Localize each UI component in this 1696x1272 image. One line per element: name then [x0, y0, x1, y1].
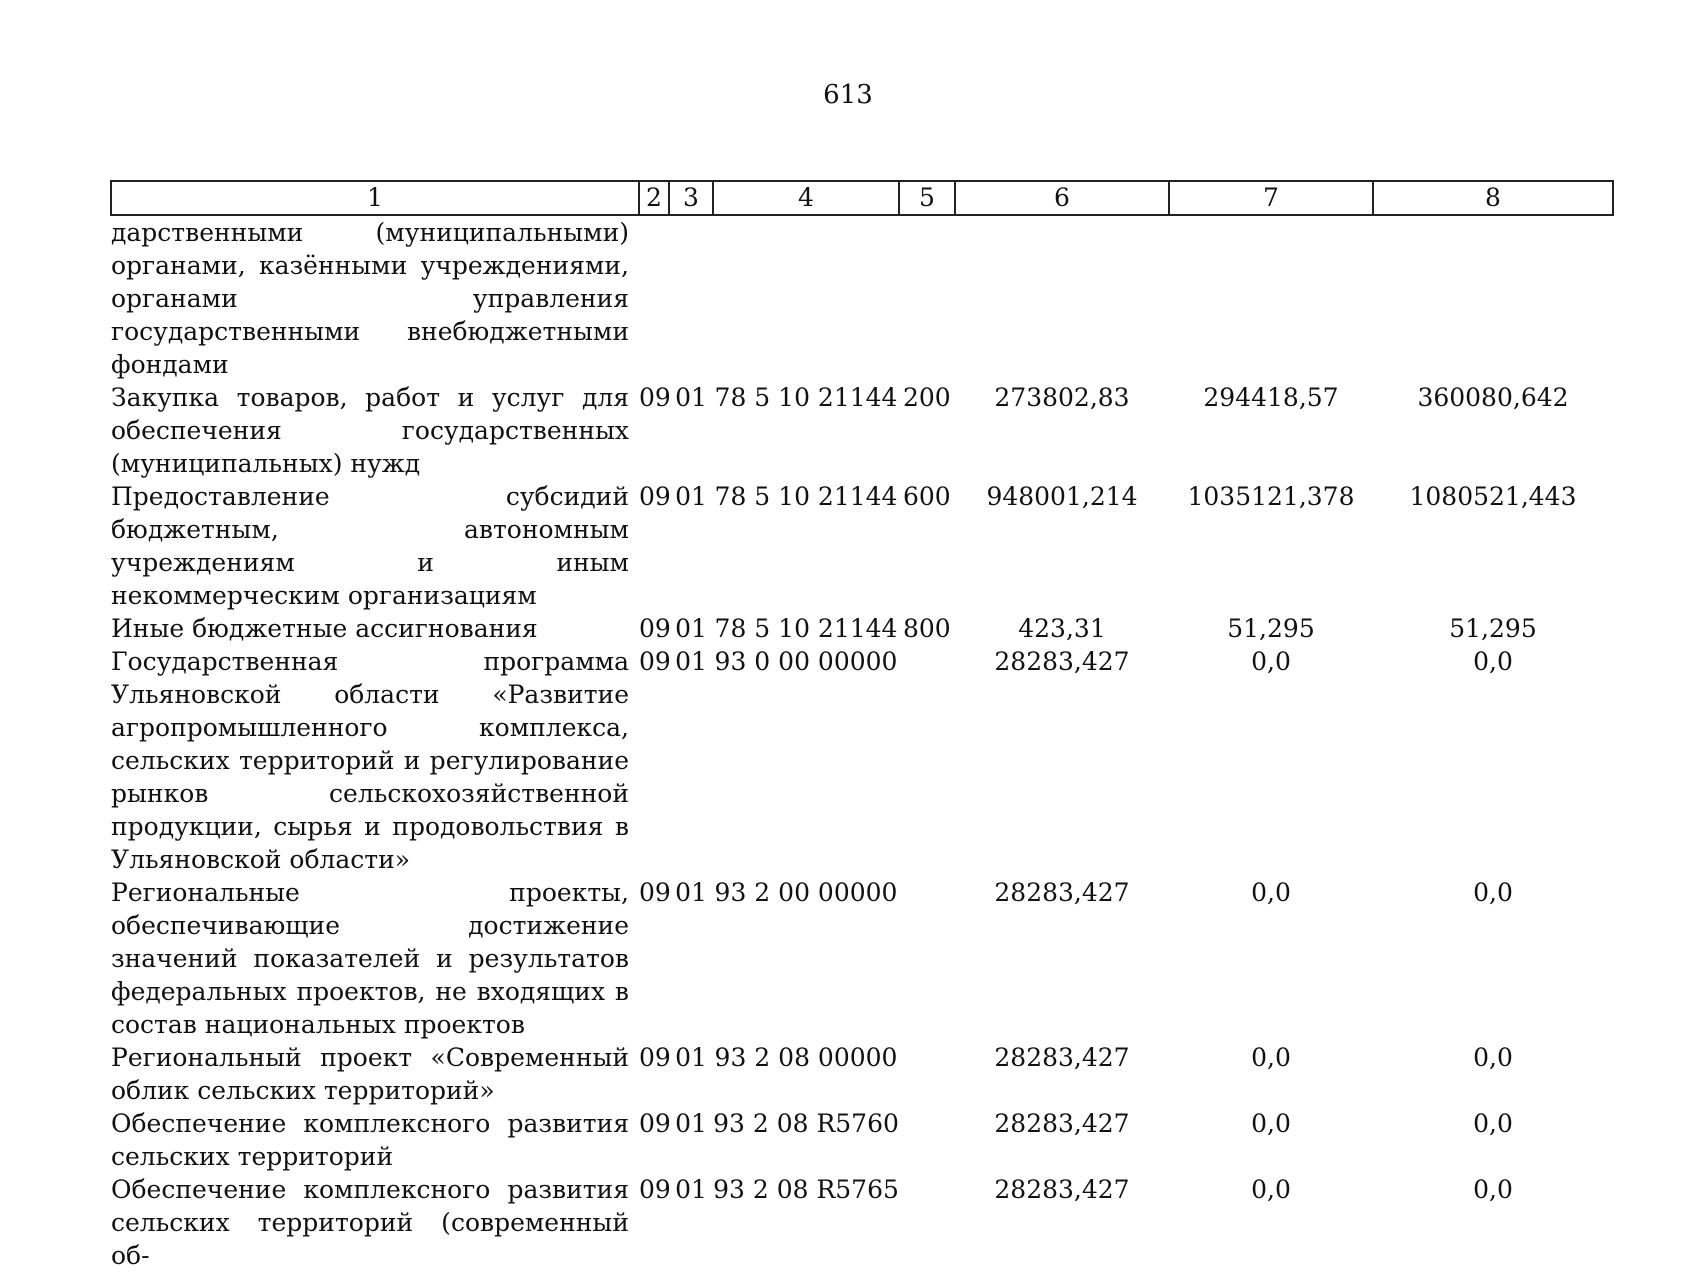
section-code-cell: 09: [639, 1043, 671, 1072]
expense-type-cell: [899, 645, 955, 876]
target-article-cell: [713, 215, 899, 381]
amount-col-8-cell: 0,0: [1473, 647, 1513, 676]
amount-col-6-cell: 28283,427: [994, 647, 1130, 676]
expense-type-cell: 800: [903, 614, 951, 643]
subsection-code-cell: 01: [675, 878, 707, 907]
amount-col-7-cell: 294418,57: [1203, 383, 1339, 412]
section-code-cell: 09: [639, 614, 671, 643]
section-code-cell: 09: [639, 1109, 671, 1138]
subsection-code-cell: 01: [675, 1175, 707, 1204]
amount-col-7-cell: [1169, 215, 1373, 381]
subsection-code-cell: 01: [675, 482, 707, 511]
table-row: [111, 645, 1613, 876]
amount-col-6-cell: 28283,427: [994, 878, 1130, 907]
row-name-cell: Региональные проекты, обеспечивающие достижение значений показателей и результатов федеральных проектов, не входящих в состав национальных проектов: [111, 878, 629, 1039]
amount-col-8-cell: 0,0: [1473, 1043, 1513, 1072]
table-row: [111, 876, 1613, 1041]
header-col-1: 1: [111, 181, 639, 215]
target-article-cell: 78 5 10 21144: [714, 614, 898, 643]
table-row: [111, 1107, 1613, 1173]
section-code-cell: 09: [639, 383, 671, 412]
row-name-cell: Иные бюджетные ассигнования: [111, 614, 538, 643]
header-col-4: 4: [713, 181, 899, 215]
section-code-cell: 09: [639, 647, 671, 676]
target-article-cell: 78 5 10 21144: [714, 383, 898, 412]
target-article-cell: 93 2 08 R5760: [713, 1109, 899, 1138]
section-code-cell: 09: [639, 1175, 671, 1204]
amount-col-6-cell: 423,31: [1018, 614, 1106, 643]
subsection-code-cell: 01: [675, 383, 707, 412]
amount-col-7-cell: 0,0: [1251, 1109, 1291, 1138]
table-row: [111, 215, 1613, 381]
subsection-code-cell: 01: [675, 1043, 707, 1072]
amount-col-8-cell: 0,0: [1473, 1175, 1513, 1204]
row-name-cell: Предоставление субсидий бюджетным, автономным учреждениям и иным некоммерческим организациям: [111, 482, 629, 610]
amount-col-8-cell: 0,0: [1473, 1109, 1513, 1138]
amount-col-7-cell: 0,0: [1251, 878, 1291, 907]
amount-col-8-cell: 0,0: [1473, 878, 1513, 907]
subsection-code-cell: 01: [675, 647, 707, 676]
amount-col-8-cell: [1373, 215, 1613, 381]
amount-col-6-cell: 28283,427: [994, 1175, 1130, 1204]
amount-col-6-cell: 28283,427: [994, 1109, 1130, 1138]
subsection-code-cell: [669, 215, 713, 381]
expense-type-cell: 600: [903, 482, 951, 511]
expense-type-cell: [899, 1173, 955, 1272]
amount-col-6-cell: [955, 215, 1169, 381]
row-name-cell: дарственными (муниципальными) органами, казёнными учреждениями, органами управления государственными внебюджетными фондами: [111, 218, 629, 379]
amount-col-7-cell: 0,0: [1251, 1175, 1291, 1204]
header-col-3: 3: [669, 181, 713, 215]
header-col-7: 7: [1169, 181, 1373, 215]
header-col-6: 6: [955, 181, 1169, 215]
target-article-cell: 93 2 08 00000: [714, 1043, 898, 1072]
row-name-cell: Обеспечение комплексного развития сельских территорий: [111, 1109, 629, 1171]
row-name-cell: Региональный проект «Современный облик сельских территорий»: [111, 1043, 629, 1105]
row-name-cell: Закупка товаров, работ и услуг для обеспечения государственных (муниципальных) нужд: [111, 383, 629, 478]
section-code-cell: 09: [639, 482, 671, 511]
table-row: [111, 1041, 1613, 1107]
target-article-cell: 93 2 00 00000: [714, 878, 898, 907]
expense-type-cell: [899, 876, 955, 1041]
expense-type-cell: [899, 1107, 955, 1173]
subsection-code-cell: 01: [675, 1109, 707, 1138]
header-col-2: 2: [639, 181, 669, 215]
expense-type-cell: 200: [903, 383, 951, 412]
target-article-cell: 93 0 00 00000: [714, 647, 898, 676]
section-code-cell: 09: [639, 878, 671, 907]
subsection-code-cell: 01: [675, 614, 707, 643]
amount-col-7-cell: 0,0: [1251, 647, 1291, 676]
table-row: [111, 480, 1613, 612]
amount-col-8-cell: 51,295: [1449, 614, 1537, 643]
page-number: 613: [823, 80, 873, 110]
table-row: [111, 381, 1613, 480]
target-article-cell: 93 2 08 R5765: [713, 1175, 899, 1204]
amount-col-6-cell: 28283,427: [994, 1043, 1130, 1072]
row-name-cell: Государственная программа Ульяновской области «Развитие агропромышленного комплекса, сельских территорий и регулирование рынков сельскохозяйственной продукции, сырья и продовольствия в Ульяновской области»: [111, 647, 629, 874]
table-row: [111, 612, 1613, 645]
expense-type-cell: [899, 1041, 955, 1107]
table-row: [111, 1173, 1613, 1272]
expense-type-cell: [899, 215, 955, 381]
amount-col-8-cell: 360080,642: [1417, 383, 1569, 412]
row-name-cell: Обеспечение комплексного развития сельских территорий (современный об-: [111, 1175, 629, 1270]
target-article-cell: 78 5 10 21144: [714, 482, 898, 511]
header-row: [111, 181, 1613, 215]
section-code-cell: [639, 215, 669, 381]
header-col-5: 5: [899, 181, 955, 215]
amount-col-7-cell: 1035121,378: [1187, 482, 1355, 511]
amount-col-6-cell: 948001,214: [986, 482, 1138, 511]
header-col-8: 8: [1373, 181, 1613, 215]
amount-col-7-cell: 51,295: [1227, 614, 1315, 643]
budget-table-container: [110, 180, 1612, 1272]
amount-col-8-cell: 1080521,443: [1409, 482, 1577, 511]
amount-col-7-cell: 0,0: [1251, 1043, 1291, 1072]
amount-col-6-cell: 273802,83: [994, 383, 1130, 412]
budget-table: [110, 180, 1614, 1272]
table-body: [111, 215, 1613, 1272]
table-header: [111, 181, 1613, 215]
